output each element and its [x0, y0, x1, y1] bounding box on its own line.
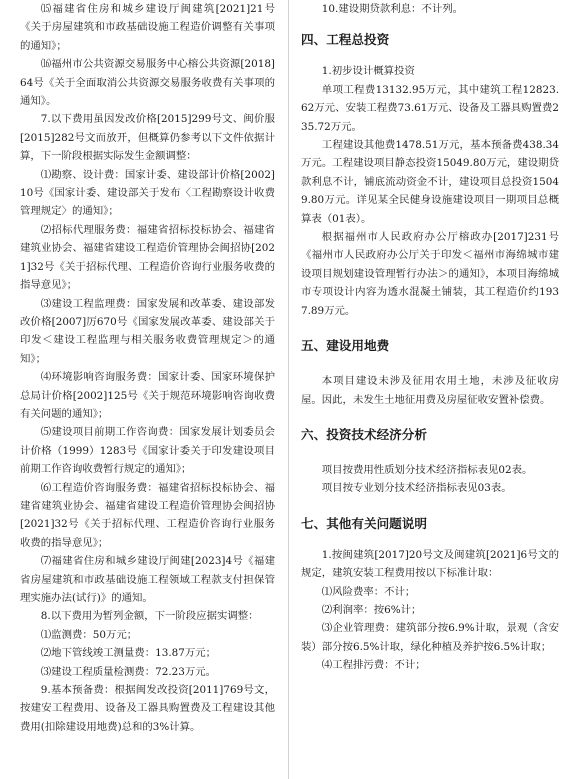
provisional-item-monitoring: ⑴监测费：50万元；: [40, 628, 138, 641]
preliminary-estimate-title: 1.初步设计概算投资: [321, 65, 415, 78]
risk-fee-rate: ⑴风险费率：不计；: [321, 585, 416, 598]
land-cost-text: 本项目建设未涉及征用农用土地，未涉及征收房屋。因此，未发生土地征用费及房屋征收安置补偿费。: [301, 375, 559, 406]
basis-item-16: ⒃福州市公共资源交易服务中心榕公共资源[2018]64号《关于全面取消公共资源交易服务收费有关事项的通知》。: [20, 58, 275, 108]
section-heading-total-investment: 四、工程总投资: [301, 32, 390, 48]
fee-item-supervision: ⑶建设工程监理费：国家发展和改革委、建设部发改价格[2007]厉670号《国家发展改革委、建设部关于印发＜建设工程监理与相关服务收费管理规定＞的通知》；: [20, 297, 275, 365]
fee-basis-intro: 7.以下费用虽因发改价格[2015]299号文、闽价服[2015]282号文而放开，但概算仍参考以下文件依据计算，下一阶段根据实际发生金额调整：: [20, 113, 275, 163]
right-column: [301, 0, 559, 675]
fee-item-preliminary-consulting: ⑸建设项目前期工作咨询费：国家发展计划委员会计价格（1999）1283号《国家计委关于印发建设项目前期工作咨询收费暂行规定的通知》；: [20, 426, 275, 476]
left-column: [20, 0, 275, 736]
fee-item-environment: ⑷环境影响咨询服务费：国家计委、国家环境保护总局计价格[2002]125号《关于规范环境影响咨询收费有关问题的通知》；: [20, 371, 275, 420]
sponge-city-note: 根据福州市人民政府办公厅榕政办[2017]231号《福州市人民政府办公厅关于印发＜福州市海绵城市建设项目规划建设管理暂行办法＞的通知》，本项目海绵城市专项设计内容为透水混凝土铺装，其工程造价约1937.89万元。: [301, 231, 559, 317]
fee-item-cost-consulting: ⑹工程造价咨询服务费：福建省招标投标协会、福建省建筑业协会、福建省建设工程造价管理协会闽招协[2021]32号《关于招标代理、工程造价咨询行业服务收费的指导意见》；: [20, 481, 275, 549]
column-divider: [288, 0, 289, 779]
other-costs-and-total: 工程建设其他费1478.51万元，基本预备费438.34万元。工程建设项目静态投资15049.80万元，建设期贷款利息不计，铺底流动资金不计，建设项目总投资15049.80万元。详见某全民健身设施建设项目一期项目总概算表（01表）。: [301, 139, 559, 225]
provisional-item-quality-testing: ⑶建设工程质量检测费：72.23万元。: [40, 665, 217, 678]
fee-standard-intro: 1.按闽建筑[2017]20号文及闽建筑[2021]6号文的规定，建筑安装工程费用按以下标准计取：: [301, 548, 559, 580]
section-heading-technical-economic: 六、投资技术经济分析: [301, 426, 427, 442]
management-fee: ⑶企业管理费：建筑部分按6.9%计取，景观（含安装）部分按6.5%计取，绿化种植及养护按6.5%计取；: [301, 622, 559, 653]
indicator-table-by-nature: 项目按费用性质划分技术经济指标表见02表。: [321, 463, 533, 476]
fee-item-survey-design: ⑴勘察、设计费：国家计委、建设部计价格[2002]10号《国家计委、建设部关于发布〈工程勘察设计收费管理规定〉的通知》；: [20, 168, 275, 218]
fee-item-tender-agency: ⑵招标代理服务费：福建省招标投标协会、福建省建筑业协会、福建省建设工程造价管理协会闽招协[2021]32号《关于招标代理、工程造价咨询行业服务收费的指导意见》；: [20, 223, 275, 292]
basic-contingency: 9.基本预备费：根据闽发改投资[2011]769号文，按建安工程费用、设备及工器具购置费及工程建设其他费用(扣除建设用地费)总和的3%计算。: [20, 684, 275, 733]
loan-interest-item: 10.建设期贷款利息：不计列。: [321, 3, 464, 15]
provisional-amount-intro: 8.以下费用为暂列金额，下一阶段应据实调整：: [40, 610, 259, 623]
basis-item-15: ⒂福建省住房和城乡建设厅闽建筑[2021]21号《关于房屋建筑和市政基础设施工程造价调整有关事项的通知》；: [20, 3, 275, 52]
section-heading-other-issues: 七、其他有关问题说明: [301, 515, 427, 531]
profit-rate: ⑵利润率：按6%计；: [321, 603, 422, 616]
section-heading-land-cost: 五、建设用地费: [301, 338, 390, 354]
indicator-table-by-discipline: 项目按专业划分技术经济指标表见03表。: [321, 482, 512, 495]
fee-item-payment-guarantee: ⑺福建省住房和城乡建设厅闽建[2023]4号《福建省房屋建筑和市政基础设施工程领域工程款支付担保管理实施办法(试行)》的通知。: [20, 555, 275, 604]
provisional-item-pipeline-survey: ⑵地下管线竣工测量费：13.87万元；: [40, 647, 217, 660]
single-project-cost: 单项工程费13132.95万元，其中建筑工程12823.62万元、安装工程费73.61万元、设备及工器具购置费235.72万元。: [301, 83, 559, 133]
pollution-fee: ⑷工程排污费：不计；: [321, 659, 426, 672]
